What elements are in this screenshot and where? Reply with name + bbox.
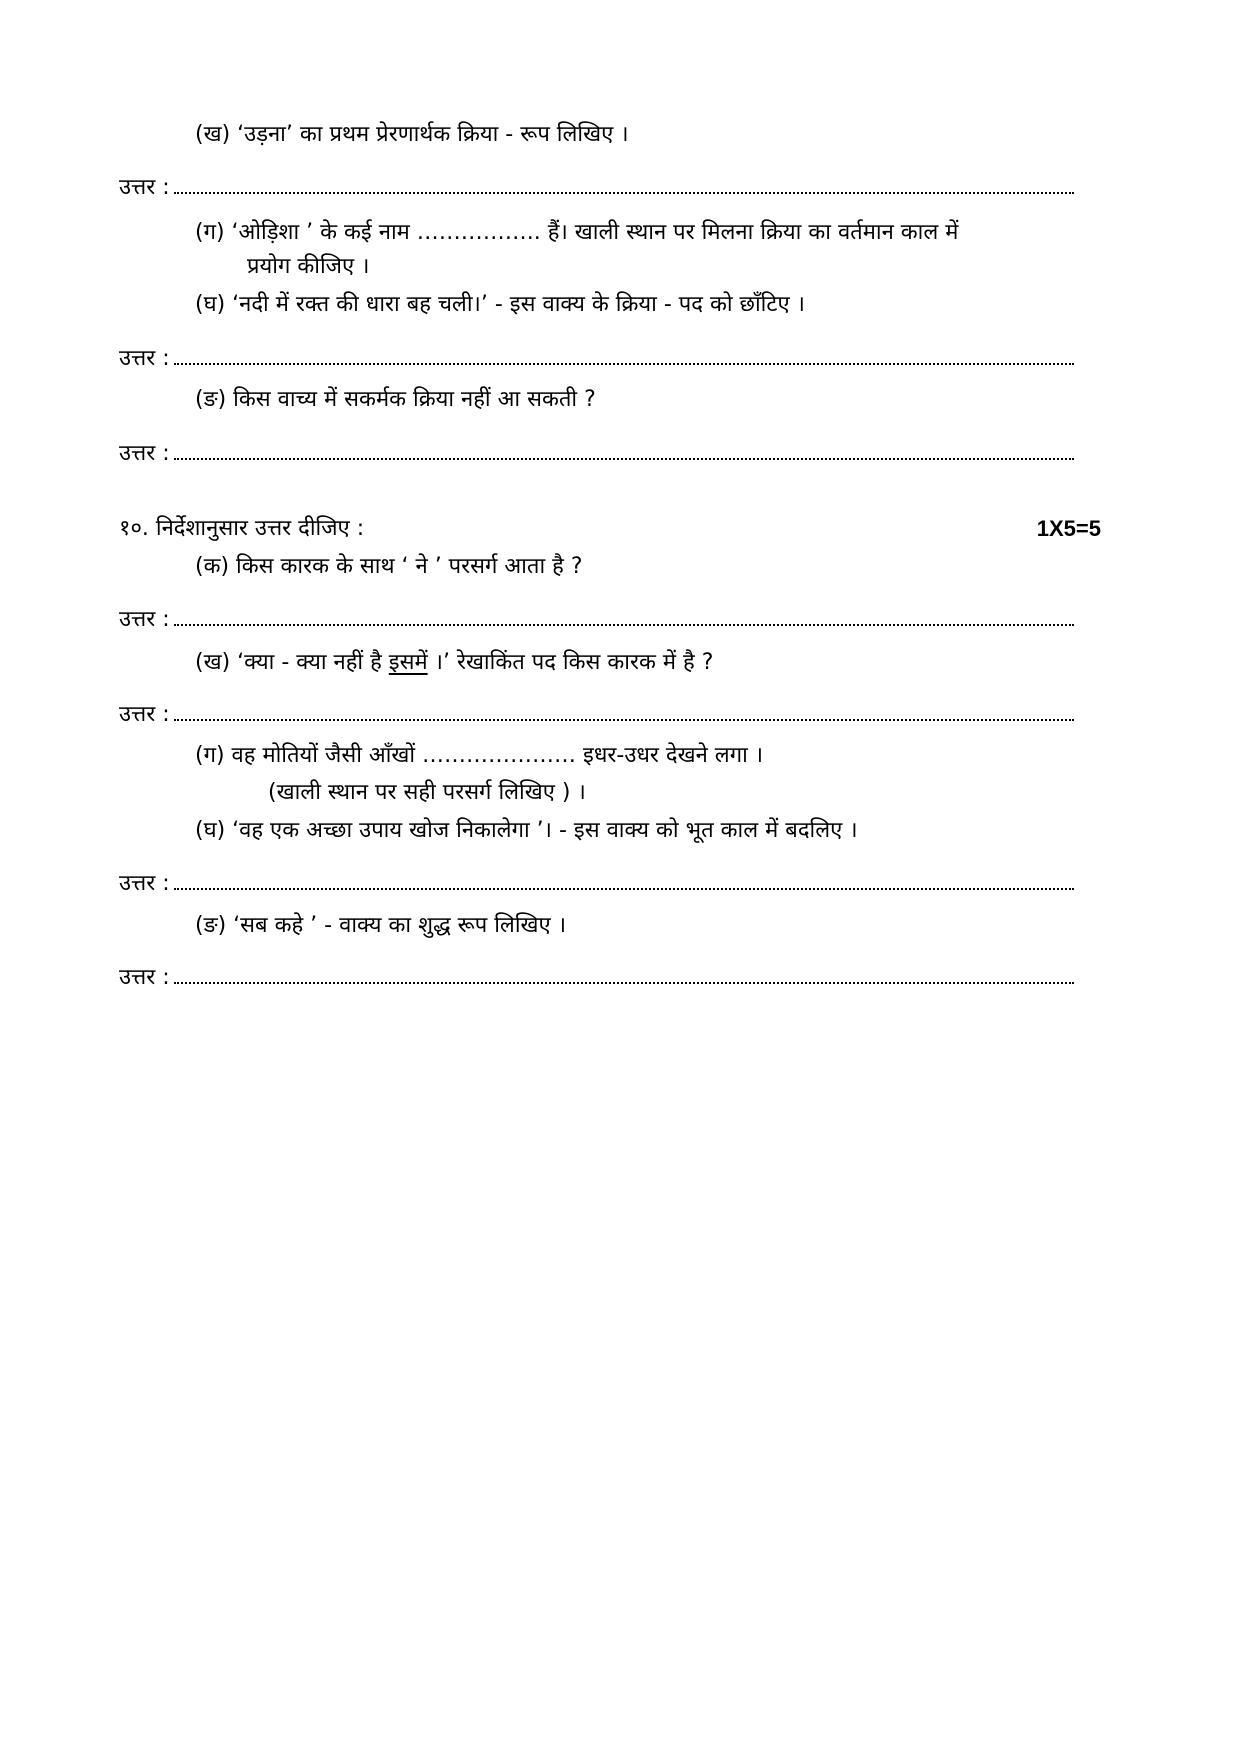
answer-dotted-line (174, 604, 1074, 626)
answer-dotted-line (174, 868, 1074, 890)
question-10-ka: (क) किस कारक के साथ ‘ ने ’ परसर्ग आता है ? (195, 554, 583, 579)
question-9-gha: (घ) ‘नदी में रक्त की धारा बह चली।’ - इस वाक्य के क्रिया - पद को छाँटिए । (195, 292, 805, 317)
question-9-ga-continued: प्रयोग कीजिए । (247, 254, 370, 279)
answer-dotted-line (174, 343, 1074, 365)
answer-line-10-ka[interactable] (119, 604, 1074, 635)
answer-line-9-nga[interactable] (119, 438, 1074, 469)
question-9-ga: (ग) ‘ओड़िशा ’ के कई नाम …………….. हैं। खाली स्थान पर मिलना क्रिया का वर्तमान काल में (195, 220, 959, 245)
answer-dotted-line (174, 699, 1074, 721)
question-10-heading: १०. निर्देशानुसार उत्तर दीजिए : (119, 516, 365, 541)
question-9-nga: (ङ) किस वाच्य में सकर्मक क्रिया नहीं आ सकती ? (195, 387, 596, 412)
question-9-kha: (ख) ‘उड़ना’ का प्रथम प्रेरणार्थक क्रिया - रूप लिखिए । (195, 122, 629, 147)
answer-label: उत्तर : (119, 965, 170, 990)
answer-line-9-gha[interactable] (119, 343, 1074, 374)
answer-line-10-nga[interactable] (119, 962, 1074, 993)
answer-label: उत्तर : (119, 607, 170, 632)
answer-line-10-kha[interactable] (119, 699, 1074, 730)
question-10-gha: (घ) ‘वह एक अच्छा उपाय खोज निकालेगा ’। - इस वाक्य को भूत काल में बदलिए । (195, 818, 858, 843)
question-10-kha-text-pre: (ख) ‘क्या - क्या नहीं है (195, 650, 389, 675)
answer-label: उत्तर : (119, 175, 170, 200)
question-10-kha (195, 648, 713, 678)
answer-line-10-gha[interactable] (119, 868, 1074, 899)
answer-line-9-kha[interactable] (119, 172, 1074, 203)
answer-dotted-line (174, 438, 1074, 460)
answer-dotted-line (174, 962, 1074, 984)
question-10-nga: (ङ) ‘सब कहे ’ - वाक्य का शुद्ध रूप लिखिए । (195, 913, 567, 938)
question-10-ga: (ग) वह मोतियों जैसी आँखों ………………… इधर-उधर देखने लगा । (195, 743, 764, 768)
question-10-ga-instruction: (खाली स्थान पर सही परसर्ग लिखिए ) । (268, 780, 586, 805)
underlined-word: इसमें (388, 650, 428, 675)
answer-label: उत्तर : (119, 871, 170, 896)
answer-label: उत्तर : (119, 702, 170, 727)
answer-label: उत्तर : (119, 346, 170, 371)
marks-label: 1X5=5 (1036, 516, 1101, 541)
answer-dotted-line (174, 172, 1074, 194)
question-10-kha-text-post: ।’ रेखाकिंत पद किस कारक में है ? (427, 650, 714, 675)
answer-label: उत्तर : (119, 441, 170, 466)
